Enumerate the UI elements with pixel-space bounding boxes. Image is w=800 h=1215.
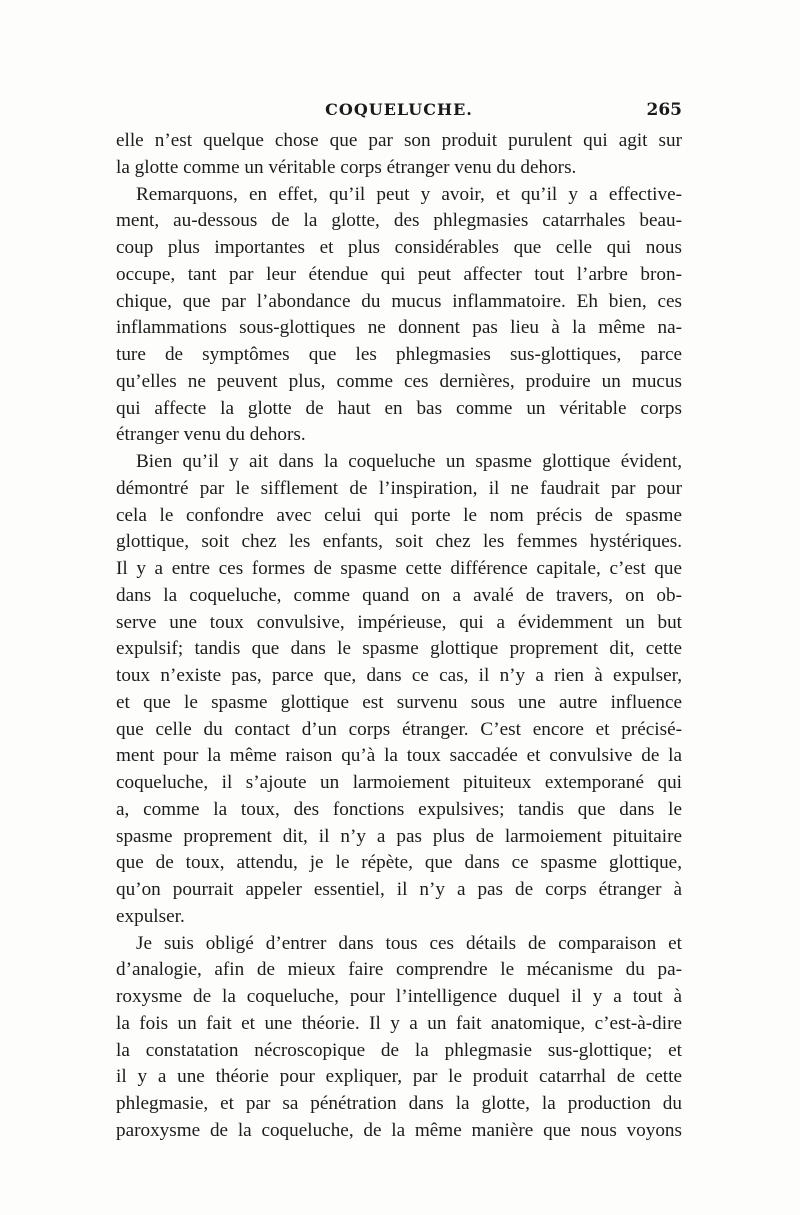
running-title: COQUELUCHE.: [325, 100, 473, 119]
text-line: étranger venu du dehors.: [116, 424, 306, 446]
text-line: toux n’existe pas, parce que, dans ce cas, il n’y a rien à expulser,: [116, 665, 682, 686]
text-line: que de toux, attendu, je le répète, que dans ce spasme glottique,: [116, 852, 682, 874]
text-line: roxysme de la coqueluche, pour l’intelligence duquel il y a tout à: [116, 986, 682, 1007]
text-line: ture de symptômes que les phlegmasies sus-glottiques, parce: [116, 344, 682, 365]
text-line: occupe, tant par leur étendue qui peut affecter tout l’arbre bron-: [116, 263, 682, 285]
text-line: spasme proprement dit, il n’y a pas plus de larmoiement pituitaire: [116, 825, 682, 847]
text-line: la constatation nécroscopique de la phlegmasie sus-glottique; et: [116, 1039, 682, 1061]
text-line: Je suis obligé d’entrer dans tous ces détails de comparaison et: [136, 932, 682, 954]
text-line: a, comme la toux, des fonctions expulsives; tandis que dans le: [116, 798, 682, 820]
text-line: Remarquons, en effet, qu’il peut y avoir, et qu’il y a effective-: [136, 183, 682, 205]
text-line: chique, que par l’abondance du mucus inflammatoire. Eh bien, ces: [116, 290, 682, 312]
text-line: expulser.: [116, 905, 185, 927]
text-line: il y a une théorie pour expliquer, par le produit catarrhal de cette: [116, 1066, 682, 1088]
text-line: cela le confondre avec celui qui porte le nom précis de spasme: [116, 504, 682, 526]
text-line: coup plus importantes et plus considérables que celle qui nous: [116, 237, 682, 258]
text-line: dans la coqueluche, comme quand on a avalé de travers, on ob-: [116, 584, 682, 606]
text-line: ment pour la même raison qu’à la toux saccadée et convulsive de la: [116, 745, 682, 767]
text-line: glottique, soit chez les enfants, soit chez les femmes hystériques.: [116, 531, 682, 553]
text-line: coqueluche, il s’ajoute un larmoiement pituiteux extemporané qui: [116, 772, 682, 793]
text-line: d’analogie, afin de mieux faire comprendre le mécanisme du pa-: [116, 959, 682, 981]
running-head: [116, 100, 682, 124]
text-line: serve une toux convulsive, impérieuse, qui a évidemment un but: [116, 611, 682, 633]
page-number: 265: [646, 100, 682, 120]
text-line: la fois un fait et une théorie. Il y a un fait anatomique, c’est-à-dire: [116, 1012, 682, 1034]
text-line: expulsif; tandis que dans le spasme glottique proprement dit, cette: [116, 638, 682, 660]
text-line: qu’on pourrait appeler essentiel, il n’y a pas de corps étranger à: [116, 879, 682, 900]
text-line: inflammations sous-glottiques ne donnent pas lieu à la même na-: [116, 317, 682, 339]
text-line: phlegmasie, et par sa pénétration dans la glotte, la production du: [116, 1093, 682, 1114]
text-line: Bien qu’il y ait dans la coqueluche un spasme glottique évident,: [136, 451, 682, 472]
text-line: paroxysme de la coqueluche, de la même manière que nous voyons: [116, 1119, 682, 1141]
text-line: Il y a entre ces formes de spasme cette différence capitale, c’est que: [116, 558, 682, 579]
text-line: qu’elles ne peuvent plus, comme ces dernières, produire un mucus: [116, 370, 682, 392]
text-line: et que le spasme glottique est survenu sous une autre influence: [116, 691, 682, 713]
text-line: la glotte comme un véritable corps étranger venu du dehors.: [116, 156, 577, 178]
text-line: ment, au-dessous de la glotte, des phlegmasies catarrhales beau-: [116, 210, 682, 232]
text-line: démontré par le sifflement de l’inspiration, il ne faudrait par pour: [116, 477, 682, 499]
text-line: elle n’est quelque chose que par son produit purulent qui agit sur: [116, 130, 682, 151]
body-text: [116, 128, 682, 1145]
text-line: qui affecte la glotte de haut en bas comme un véritable corps: [116, 397, 682, 419]
text-line: que celle du contact d’un corps étranger. C’est encore et précisé-: [116, 718, 682, 740]
